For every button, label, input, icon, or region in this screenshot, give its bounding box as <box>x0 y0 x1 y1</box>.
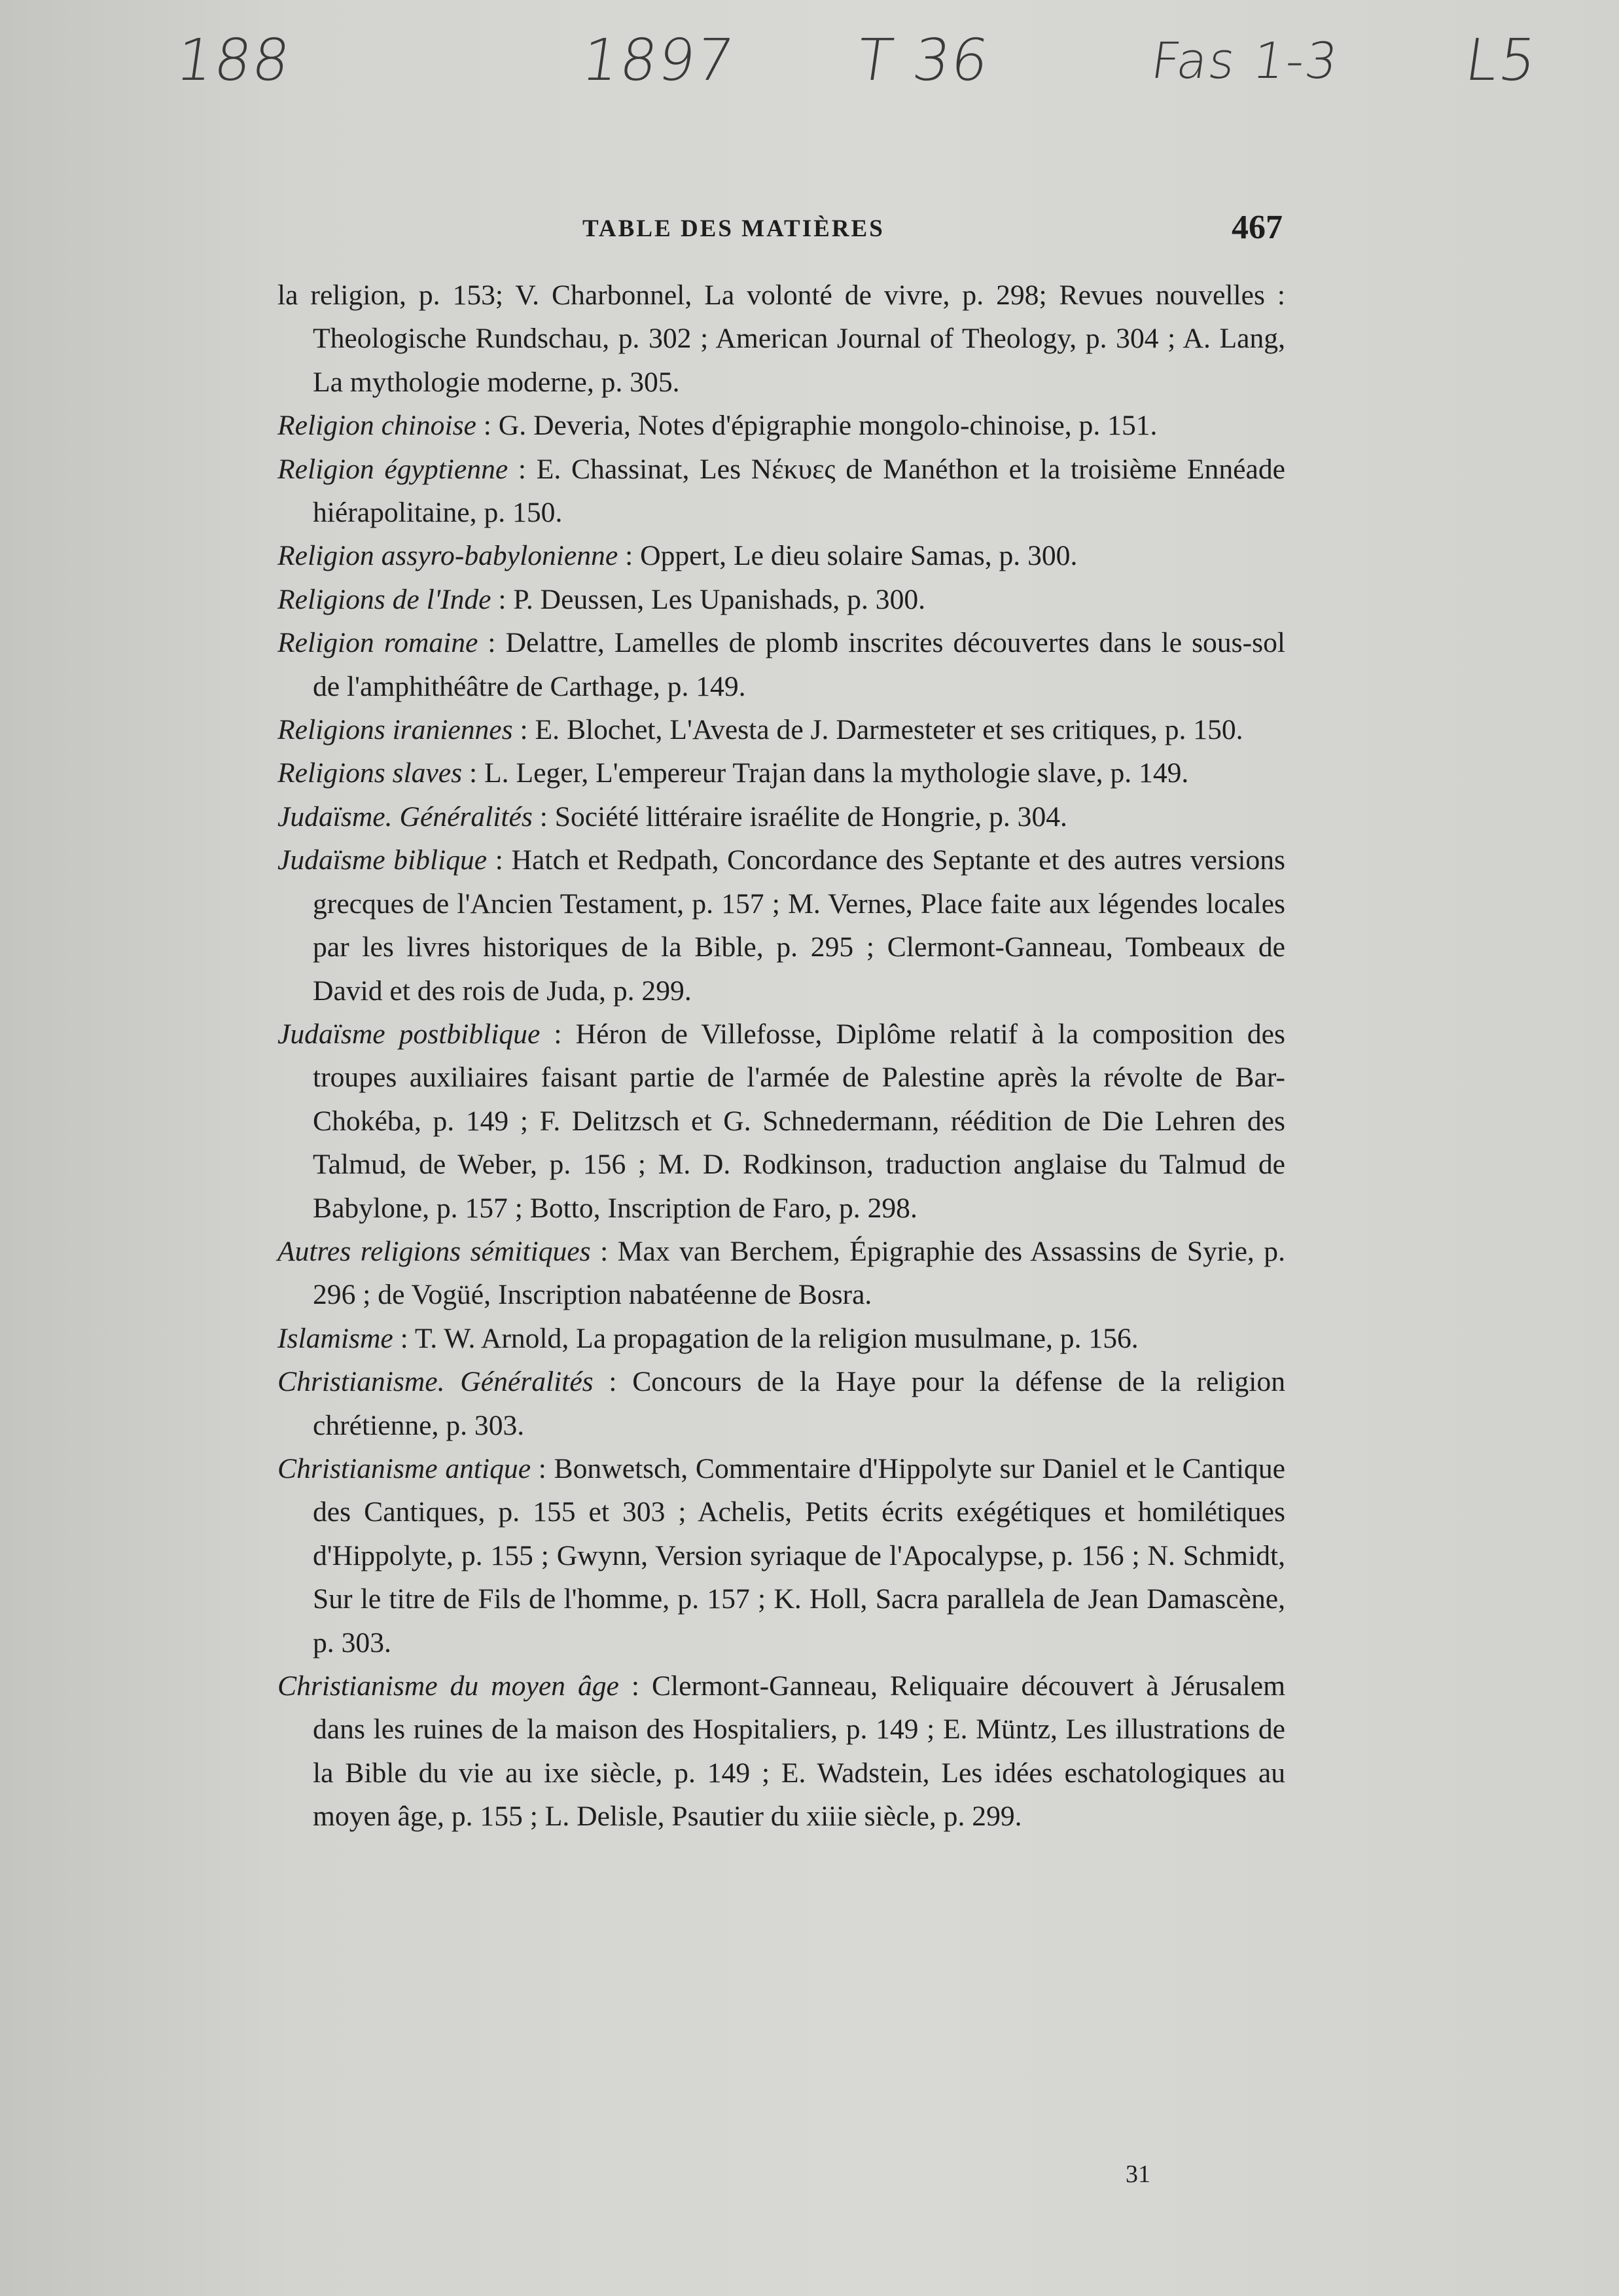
entry-heading: Islamisme <box>277 1322 393 1354</box>
handwritten-note: Fas 1-3 <box>1147 31 1343 90</box>
entry-text: : Clermont-Ganneau, Reliquaire découvert à Jérusalem dans les ruines de la maison des Hospitaliers, p. 149 ; E. Müntz, Les illustrations de la Bible du vie au ixe siècle, p. 149 ; E. Wadstein, Les idées eschatologiques au moyen âge, p. 155 ; L. Delisle, Psautier du xiiie siècle, p. 299. <box>313 1670 1285 1833</box>
entry-text: : Héron de Villefosse, Diplôme relatif à la composition des troupes auxiliaires faisant partie de l'armée de Palestine après la révolte de Bar-Chokéba, p. 149 ; F. Delitzsch et G. Schnedermann, réédition de Die Lehren des Talmud, de Weber, p. 156 ; M. D. Rodkinson, traduction anglaise du Talmud de Babylone, p. 157 ; Botto, Inscription de Faro, p. 298. <box>313 1018 1285 1224</box>
entry-heading: Religions iraniennes <box>277 714 513 746</box>
entry-text: : Oppert, Le dieu solaire Samas, p. 300. <box>618 540 1078 572</box>
handwritten-note: 1897 <box>577 26 739 94</box>
toc-entry <box>277 1013 1285 1230</box>
entry-heading: Religions slaves <box>277 757 463 789</box>
toc-entry <box>277 751 1285 795</box>
toc-entry <box>277 708 1285 751</box>
entry-text: : E. Blochet, L'Avesta de J. Darmesteter et ses critiques, p. 150. <box>512 714 1243 746</box>
entry-heading: Judaïsme postbiblique <box>277 1018 541 1050</box>
toc-entry <box>277 578 1285 621</box>
entry-text: : T. W. Arnold, La propagation de la religion musulmane, p. 156. <box>393 1322 1139 1354</box>
entry-heading: Judaïsme. Généralités <box>277 800 533 833</box>
page-number: 467 <box>1232 209 1283 246</box>
toc-entry <box>277 1230 1285 1317</box>
toc-entry <box>277 1447 1285 1664</box>
entry-text: : P. Deussen, Les Upanishads, p. 300. <box>491 583 926 615</box>
toc-entry <box>277 1664 1285 1839</box>
entry-text: : Delattre, Lamelles de plomb inscrites découvertes dans le sous-sol de l'amphithéâtre de Carthage, p. 149. <box>313 627 1285 702</box>
toc-entry <box>277 838 1285 1013</box>
entry-text: : L. Leger, L'empereur Trajan dans la mythologie slave, p. 149. <box>462 757 1189 789</box>
entry-text: : Société littéraire israélite de Hongrie, p. 304. <box>532 800 1067 833</box>
entry-heading: Christianisme du moyen âge <box>277 1670 619 1702</box>
entry-text: : Hatch et Redpath, Concordance des Septante et des autres versions grecques de l'Ancien Testament, p. 157 ; M. Vernes, Place faite aux légendes locales par les livres historiques de la Bible, p. 295 ; Clermont-Ganneau, Tombeaux de David et des rois de Juda, p. 299. <box>313 844 1286 1007</box>
handwritten-note: T 36 <box>852 26 994 94</box>
handwritten-note: L5 <box>1461 26 1542 94</box>
entry-text: la religion, p. 153; V. Charbonnel, La volonté de vivre, p. 298; Revues nouvelles : Theologische Rundschau, p. 302 ; American Journal of Theology, p. 304 ; A. Lang, La mythologie moderne, p. 305. <box>277 279 1285 398</box>
toc-entry <box>277 448 1285 535</box>
entry-heading: Judaïsme biblique <box>277 844 488 876</box>
toc-entry <box>277 274 1285 404</box>
entry-text: : Concours de la Haye pour la défense de la religion chrétienne, p. 303. <box>313 1366 1285 1441</box>
toc-entry <box>277 621 1285 708</box>
entry-heading: Religion égyptienne <box>277 453 508 485</box>
handwritten-shelfmark <box>0 26 1619 118</box>
handwritten-note: 188 <box>171 26 296 94</box>
table-of-contents-entries <box>277 274 1285 1839</box>
toc-entry <box>277 404 1285 447</box>
toc-entry <box>277 795 1285 838</box>
entry-text: : Bonwetsch, Commentaire d'Hippolyte sur Daniel et le Cantique des Cantiques, p. 155 et 303 ; Achelis, Petits écrits exégétiques et homilétiques d'Hippolyte, p. 155 ; Gwynn, Version syriaque de l'Apocalypse, p. 156 ; N. Schmidt, Sur le titre de Fils de l'homme, p. 157 ; K. Holl, Sacra parallela de Jean Damascène, p. 303. <box>313 1452 1286 1659</box>
entry-heading: Religion romaine <box>277 627 478 659</box>
entry-heading: Religion assyro-babylonienne <box>277 540 618 572</box>
toc-entry <box>277 1317 1285 1360</box>
entry-text: : G. Deveria, Notes d'épigraphie mongolo-chinoise, p. 151. <box>476 410 1158 442</box>
entry-heading: Religions de l'Inde <box>277 583 491 615</box>
entry-text: : Max van Berchem, Épigraphie des Assassins de Syrie, p. 296 ; de Vogüé, Inscription nabatéenne de Bosra. <box>313 1235 1285 1311</box>
toc-entry <box>277 534 1285 577</box>
entry-heading: Autres religions sémitiques <box>277 1235 591 1267</box>
signature-mark: 31 <box>1126 2161 1150 2188</box>
entry-heading: Religion chinoise <box>277 410 476 442</box>
entry-text: : E. Chassinat, Les Νέκυες de Manéthon et la troisième Ennéade hiérapolitaine, p. 150. <box>313 453 1285 529</box>
entry-heading: Christianisme antique <box>277 1452 531 1484</box>
page-header <box>275 208 1283 247</box>
running-title: TABLE DES MATIÈRES <box>582 215 885 242</box>
entry-heading: Christianisme. Généralités <box>277 1366 594 1398</box>
toc-entry <box>277 1360 1285 1447</box>
